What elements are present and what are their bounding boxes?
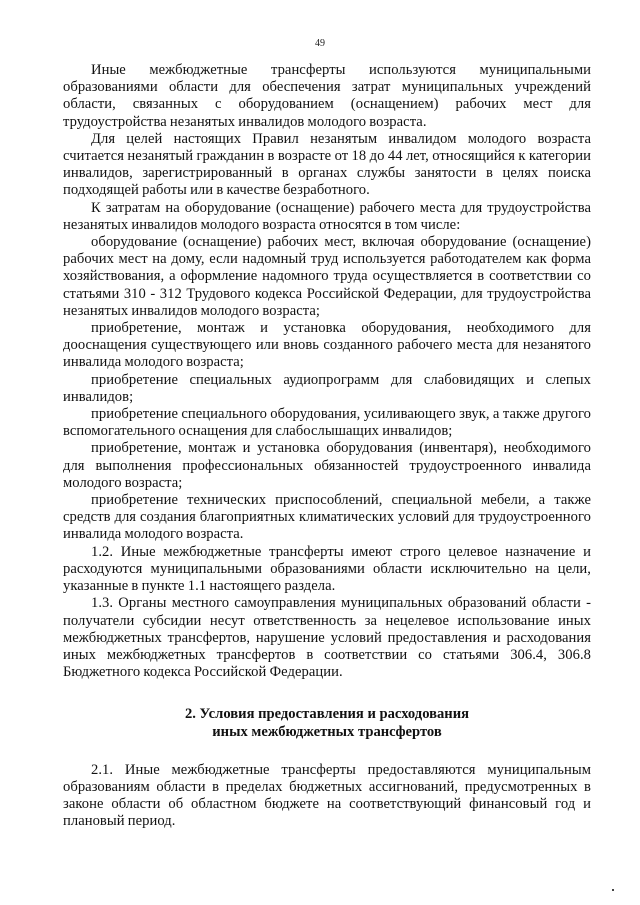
document-body — [63, 62, 591, 830]
scan-mark — [612, 889, 614, 891]
list-item: приобретение специального оборудования, усиливающего звук, а также другого вспомогательного оснащения для слабослышащих инвалидов; — [63, 406, 591, 440]
section-heading — [63, 706, 591, 741]
list-item: приобретение, монтаж и установка оборудования (инвентаря), необходимого для выполнения профессиональных обязанностей трудоустроенного инвалида молодого возраста; — [63, 440, 591, 491]
section-heading-line: иных межбюджетных трансфертов — [212, 723, 442, 740]
page-number: 49 — [315, 38, 325, 49]
paragraph: Иные межбюджетные трансферты используются муниципальными образованиями области для обеспечения затрат муниципальных учреждений области, связанных с оборудованием (оснащением) рабочих мест для трудоустройства незанятых инвалидов молодого возраста. — [63, 62, 591, 130]
list-item: приобретение специальных аудиопрограмм для слабовидящих и слепых инвалидов; — [63, 371, 591, 405]
paragraph: 1.3. Органы местного самоуправления муниципальных образований области - получатели субсидии несут ответственность за нецелевое использование иных межбюджетных трансфертов, нарушение условий предоставления и расходования иных межбюджетных трансфертов в соответствии со статьями 306.4, 306.8 Бюджетного кодекса Российской Федерации. — [63, 595, 591, 681]
list-item: приобретение, монтаж и установка оборудования, необходимого для дооснащения существующего или вновь созданного рабочего места для незанятого инвалида молодого возраста; — [63, 320, 591, 371]
paragraph: 1.2. Иные межбюджетные трансферты имеют строго целевое назначение и расходуются муниципальными образованиями области исключительно на цели, указанные в пункте 1.1 настоящего раздела. — [63, 543, 591, 595]
paragraph: 2.1. Иные межбюджетные трансферты предоставляются муниципальным образованиям области в пределах бюджетных ассигнований, предусмотренных в законе области об областном бюджете на соответствующий финансовый год и плановый период. — [63, 761, 591, 830]
paragraph: К затратам на оборудование (оснащение) рабочего места для трудоустройства незанятых инвалидов молодого возраста относятся в том числе: — [63, 199, 591, 233]
section-heading-line: 2. Условия предоставления и расходования — [184, 706, 470, 723]
paragraph: Для целей настоящих Правил незанятым инвалидом молодого возраста считается незанятый гражданин в возрасте от 18 до 44 лет, относящийся к категории инвалидов, зарегистрированный в органах службы занятости в целях поиска подходящей работы или в качестве безработного. — [63, 130, 591, 199]
list-item: приобретение технических приспособлений, специальной мебели, а также средств для создания благоприятных климатических условий для трудоустроенного инвалида молодого возраста. — [63, 492, 591, 543]
list-item: оборудование (оснащение) рабочих мест, включая оборудование (оснащение) рабочих мест на дому, если надомный труд используется работодателем как форма хозяйствования, а оформление надомного труда осуществляется в соответствии со статьями 310 - 312 Трудового кодекса Российской Федерации, для трудоустройства незанятых инвалидов молодого возраста; — [63, 234, 591, 319]
